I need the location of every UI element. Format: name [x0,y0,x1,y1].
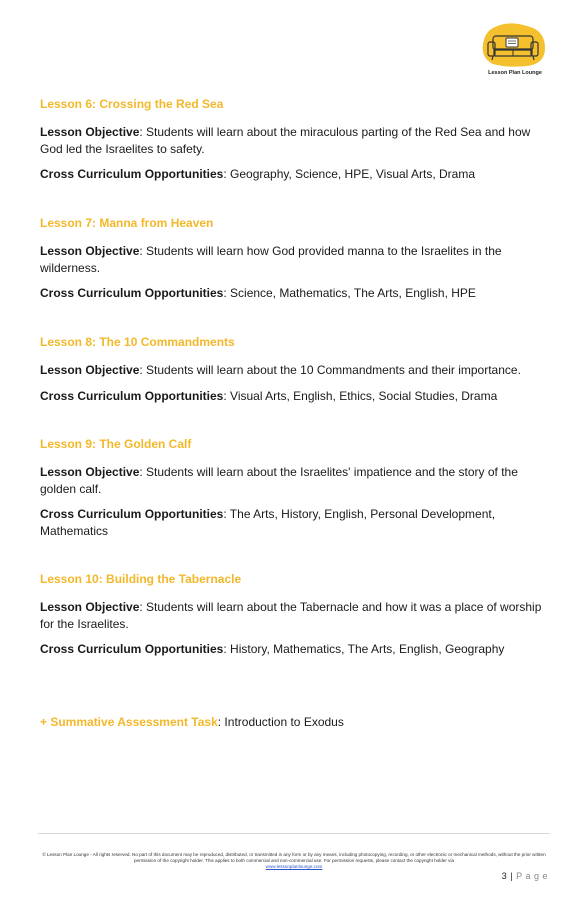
website-link[interactable]: www.lessonplanlounge.com [265,864,323,869]
lesson-9 [40,437,550,539]
objective-label: Lesson Objective [40,600,140,614]
cross-text: : Geography, Science, HPE, Visual Arts, Drama [223,167,476,181]
lesson-title: Lesson 8: The 10 Commandments [40,335,235,349]
summative-label: + Summative Assessment Task [40,715,218,729]
lesson-title: Lesson 9: The Golden Calf [40,437,192,451]
copyright-text: © Lesson Plan Lounge - All rights reserved. No part of this document may be reproduced, distributed, or transmitted in any form or by any means, including photocopying, recording, or other electronic or mechanical methods, without the prior written permission of the copyright holder. This applies to both commercial and non-commercial use. For permission requests, please contact the copyright holder via [42,852,546,863]
summative-text: : Introduction to Exodus [217,715,344,729]
logo-text: Lesson Plan Lounge [488,70,542,76]
cross-label: Cross Curriculum Opportunities [40,167,224,181]
lesson-title: Lesson 7: Manna from Heaven [40,216,214,230]
lesson-title: Lesson 10: Building the Tabernacle [40,572,242,586]
cross-label: Cross Curriculum Opportunities [40,507,224,521]
page-separator: | [507,871,517,881]
couch-icon [479,22,551,70]
lesson-plan-lounge-logo [479,22,551,78]
objective-label: Lesson Objective [40,125,140,139]
cross-label: Cross Curriculum Opportunities [40,388,224,403]
page-number [502,871,548,881]
objective-label: Lesson Objective [40,244,140,258]
page-label: P a g e [516,871,548,881]
footer-divider [38,833,550,834]
lesson-8 [40,335,550,404]
cross-label: Cross Curriculum Opportunities [40,286,224,300]
cross-text: : History, Mathematics, The Arts, English, Geography [223,642,505,656]
objective-text: : Students will learn about the miraculous parting of the Red Sea and how God led the Israelites to safety. [40,125,531,156]
objective-label: Lesson Objective [40,363,140,377]
cross-curriculum [40,388,550,405]
lesson-10 [40,572,550,658]
lesson-objective [40,599,550,632]
lesson-6 [40,97,550,183]
cross-curriculum [40,166,550,183]
lesson-objective [40,243,550,276]
copyright-notice [40,852,548,870]
cross-text: : The Arts, History, English, Personal Development, Mathematics [40,507,496,538]
page-number-value: 3 [501,871,508,881]
cross-curriculum [40,285,550,302]
lesson-objective [40,362,550,379]
lesson-objective [40,464,550,497]
objective-label: Lesson Objective [40,465,140,479]
objective-text: : Students will learn how God provided manna to the Israelites in the wilderness. [40,244,502,275]
cross-curriculum [40,641,550,658]
cross-text: : Visual Arts, English, Ethics, Social Studies, Drama [223,388,498,403]
objective-text: : Students will learn about the Israelites' impatience and the story of the golden calf. [40,465,518,496]
cross-label: Cross Curriculum Opportunities [40,642,224,656]
lesson-7 [40,216,550,302]
objective-text: : Students will learn about the Tabernacle and how it was a place of worship for the Israelites. [40,600,542,631]
cross-curriculum [40,506,550,539]
lesson-objective [40,124,550,157]
objective-text: : Students will learn about the 10 Commandments and their importance. [139,363,521,377]
summative-assessment [40,715,344,730]
cross-text: : Science, Mathematics, The Arts, English, HPE [223,286,476,300]
lesson-title: Lesson 6: Crossing the Red Sea [40,97,224,111]
